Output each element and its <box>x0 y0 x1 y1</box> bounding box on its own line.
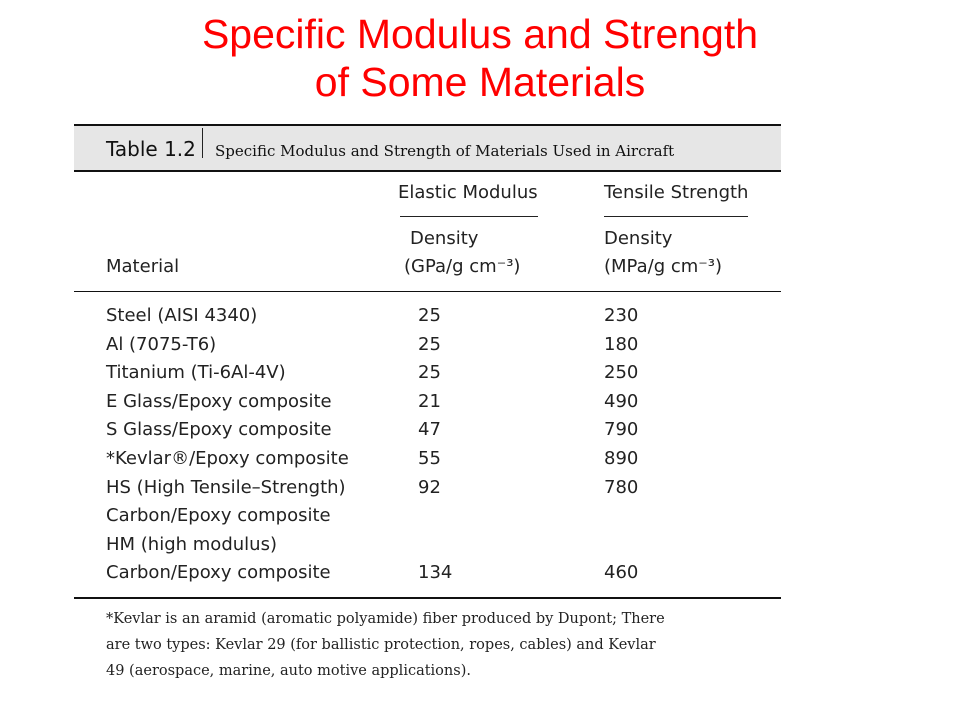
slide-title <box>0 10 960 106</box>
table-row <box>74 531 781 559</box>
material-cell: Steel (AISI 4340) <box>106 305 258 326</box>
header-material: Material <box>106 256 180 277</box>
modulus-cell: 47 <box>418 419 441 441</box>
material-cell: Al (7075-T6) <box>106 333 217 355</box>
table-rule-bottom <box>74 597 781 599</box>
header-strength-units: (MPa/g cm⁻³) <box>604 256 723 277</box>
strength-cell: 490 <box>604 390 639 412</box>
modulus-cell: 21 <box>418 390 441 412</box>
modulus-cell: 25 <box>418 333 441 355</box>
caption-divider <box>202 128 203 158</box>
table-row <box>74 502 781 530</box>
material-cell: HS (High Tensile–Strength) <box>106 476 346 498</box>
footnote-line-2: are two types: Kevlar 29 (for ballistic protection, ropes, cables) and Kevlar <box>106 637 656 653</box>
strength-cell: 790 <box>604 419 639 441</box>
strength-cell: 460 <box>604 562 639 584</box>
table-rule-header <box>74 291 781 292</box>
header-strength-underline <box>604 216 748 217</box>
table-row <box>74 416 781 444</box>
footnote-line-1: *Kevlar is an aramid (aromatic polyamide) fiber produced by Dupont; There <box>106 611 665 627</box>
slide-title-line-1: Specific Modulus and Strength <box>201 11 759 57</box>
header-strength-density: Density <box>604 228 673 249</box>
modulus-cell: 134 <box>418 562 453 584</box>
table-row <box>74 302 781 330</box>
header-modulus-units: (GPa/g cm⁻³) <box>404 256 521 277</box>
header-modulus-density: Density <box>410 228 479 249</box>
table-row <box>74 388 781 416</box>
materials-table <box>74 122 781 600</box>
material-cell: E Glass/Epoxy composite <box>106 390 332 412</box>
table-row <box>74 559 781 587</box>
strength-cell: 250 <box>604 362 639 384</box>
strength-cell: 780 <box>604 476 639 498</box>
modulus-cell: 25 <box>418 305 441 326</box>
table-label: Table 1.2 <box>106 137 196 161</box>
table-caption: Specific Modulus and Strength of Materials Used in Aircraft <box>215 142 675 160</box>
material-cell: Carbon/Epoxy composite <box>106 505 331 527</box>
header-modulus-underline <box>400 216 538 217</box>
table-caption-bar <box>74 124 781 172</box>
material-cell: *Kevlar®/Epoxy composite <box>106 448 349 469</box>
strength-cell: 180 <box>604 333 639 355</box>
table-row <box>74 445 781 473</box>
modulus-cell: 25 <box>418 362 441 384</box>
material-cell: HM (high modulus) <box>106 533 277 555</box>
strength-cell: 230 <box>604 305 639 326</box>
header-elastic-modulus: Elastic Modulus <box>398 182 538 203</box>
slide-title-line-2: of Some Materials <box>314 59 646 105</box>
material-cell: Titanium (Ti-6Al-4V) <box>106 362 286 384</box>
table-row <box>74 474 781 502</box>
table-row <box>74 359 781 387</box>
header-tensile-strength: Tensile Strength <box>604 182 749 203</box>
material-cell: Carbon/Epoxy composite <box>106 562 331 584</box>
modulus-cell: 92 <box>418 476 441 498</box>
strength-cell: 890 <box>604 448 639 469</box>
modulus-cell: 55 <box>418 448 441 469</box>
footnote-line-3: 49 (aerospace, marine, auto motive applications). <box>106 663 471 679</box>
table-row <box>74 331 781 359</box>
table-rule-top <box>74 170 781 172</box>
material-cell: S Glass/Epoxy composite <box>106 419 332 441</box>
table-footnote <box>106 606 766 684</box>
